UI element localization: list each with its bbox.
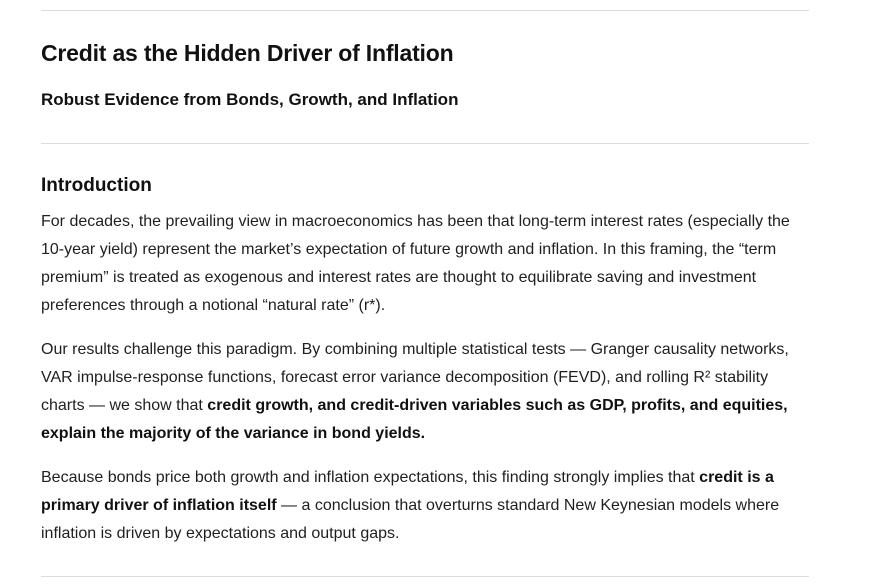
- paragraph-line: inflation is driven by expectations and output gaps.: [41, 525, 400, 542]
- page-title: Credit as the Hidden Driver of Inflation: [41, 40, 454, 66]
- paragraph-line: [41, 420, 789, 448]
- header-divider: [41, 143, 809, 144]
- paragraph-line: Our results challenge this paradigm. By combining multiple statistical tests — Granger causality networks,: [41, 341, 789, 358]
- page-subtitle: Robust Evidence from Bonds, Growth, and Inflation: [41, 90, 459, 109]
- emphasis-text: explain the majority of the variance in bond yields.: [41, 425, 426, 442]
- emphasis-text: credit is a: [699, 469, 774, 486]
- intro-paragraph-1: [41, 208, 790, 320]
- emphasis-text: credit growth, and credit-driven variables such as GDP, profits, and equities,: [207, 397, 788, 414]
- paragraph-line: VAR impulse-response functions, forecast error variance decomposition (FEVD), and rolling R² stability: [41, 369, 769, 386]
- paragraph-line: 10-year yield) represent the market’s expectation of future growth and inflation. In this framing, the “term: [41, 241, 777, 258]
- section-heading-introduction: Introduction: [41, 175, 152, 196]
- paragraph-text: — a conclusion that overturns standard New Keynesian models where: [276, 497, 780, 514]
- intro-paragraph-2: [41, 336, 789, 448]
- paragraph-line: premium” is treated as exogenous and interest rates are thought to equilibrate saving and investment: [41, 269, 757, 286]
- intro-paragraph-3: [41, 464, 779, 548]
- paragraph-line: [41, 392, 789, 420]
- top-divider: [41, 10, 809, 11]
- paragraph-line: For decades, the prevailing view in macroeconomics has been that long-term interest rates (especially the: [41, 213, 790, 230]
- emphasis-text: primary driver of inflation itself: [41, 497, 277, 514]
- paragraph-text: charts — we show that: [41, 397, 208, 414]
- paragraph-line: [41, 492, 779, 520]
- paragraph-line: [41, 464, 779, 492]
- bottom-divider: [41, 576, 809, 577]
- paragraph-text: Because bonds price both growth and inflation expectations, this finding strongly implies that: [41, 469, 700, 486]
- paragraph-line: preferences through a notional “natural rate” (r*).: [41, 297, 386, 314]
